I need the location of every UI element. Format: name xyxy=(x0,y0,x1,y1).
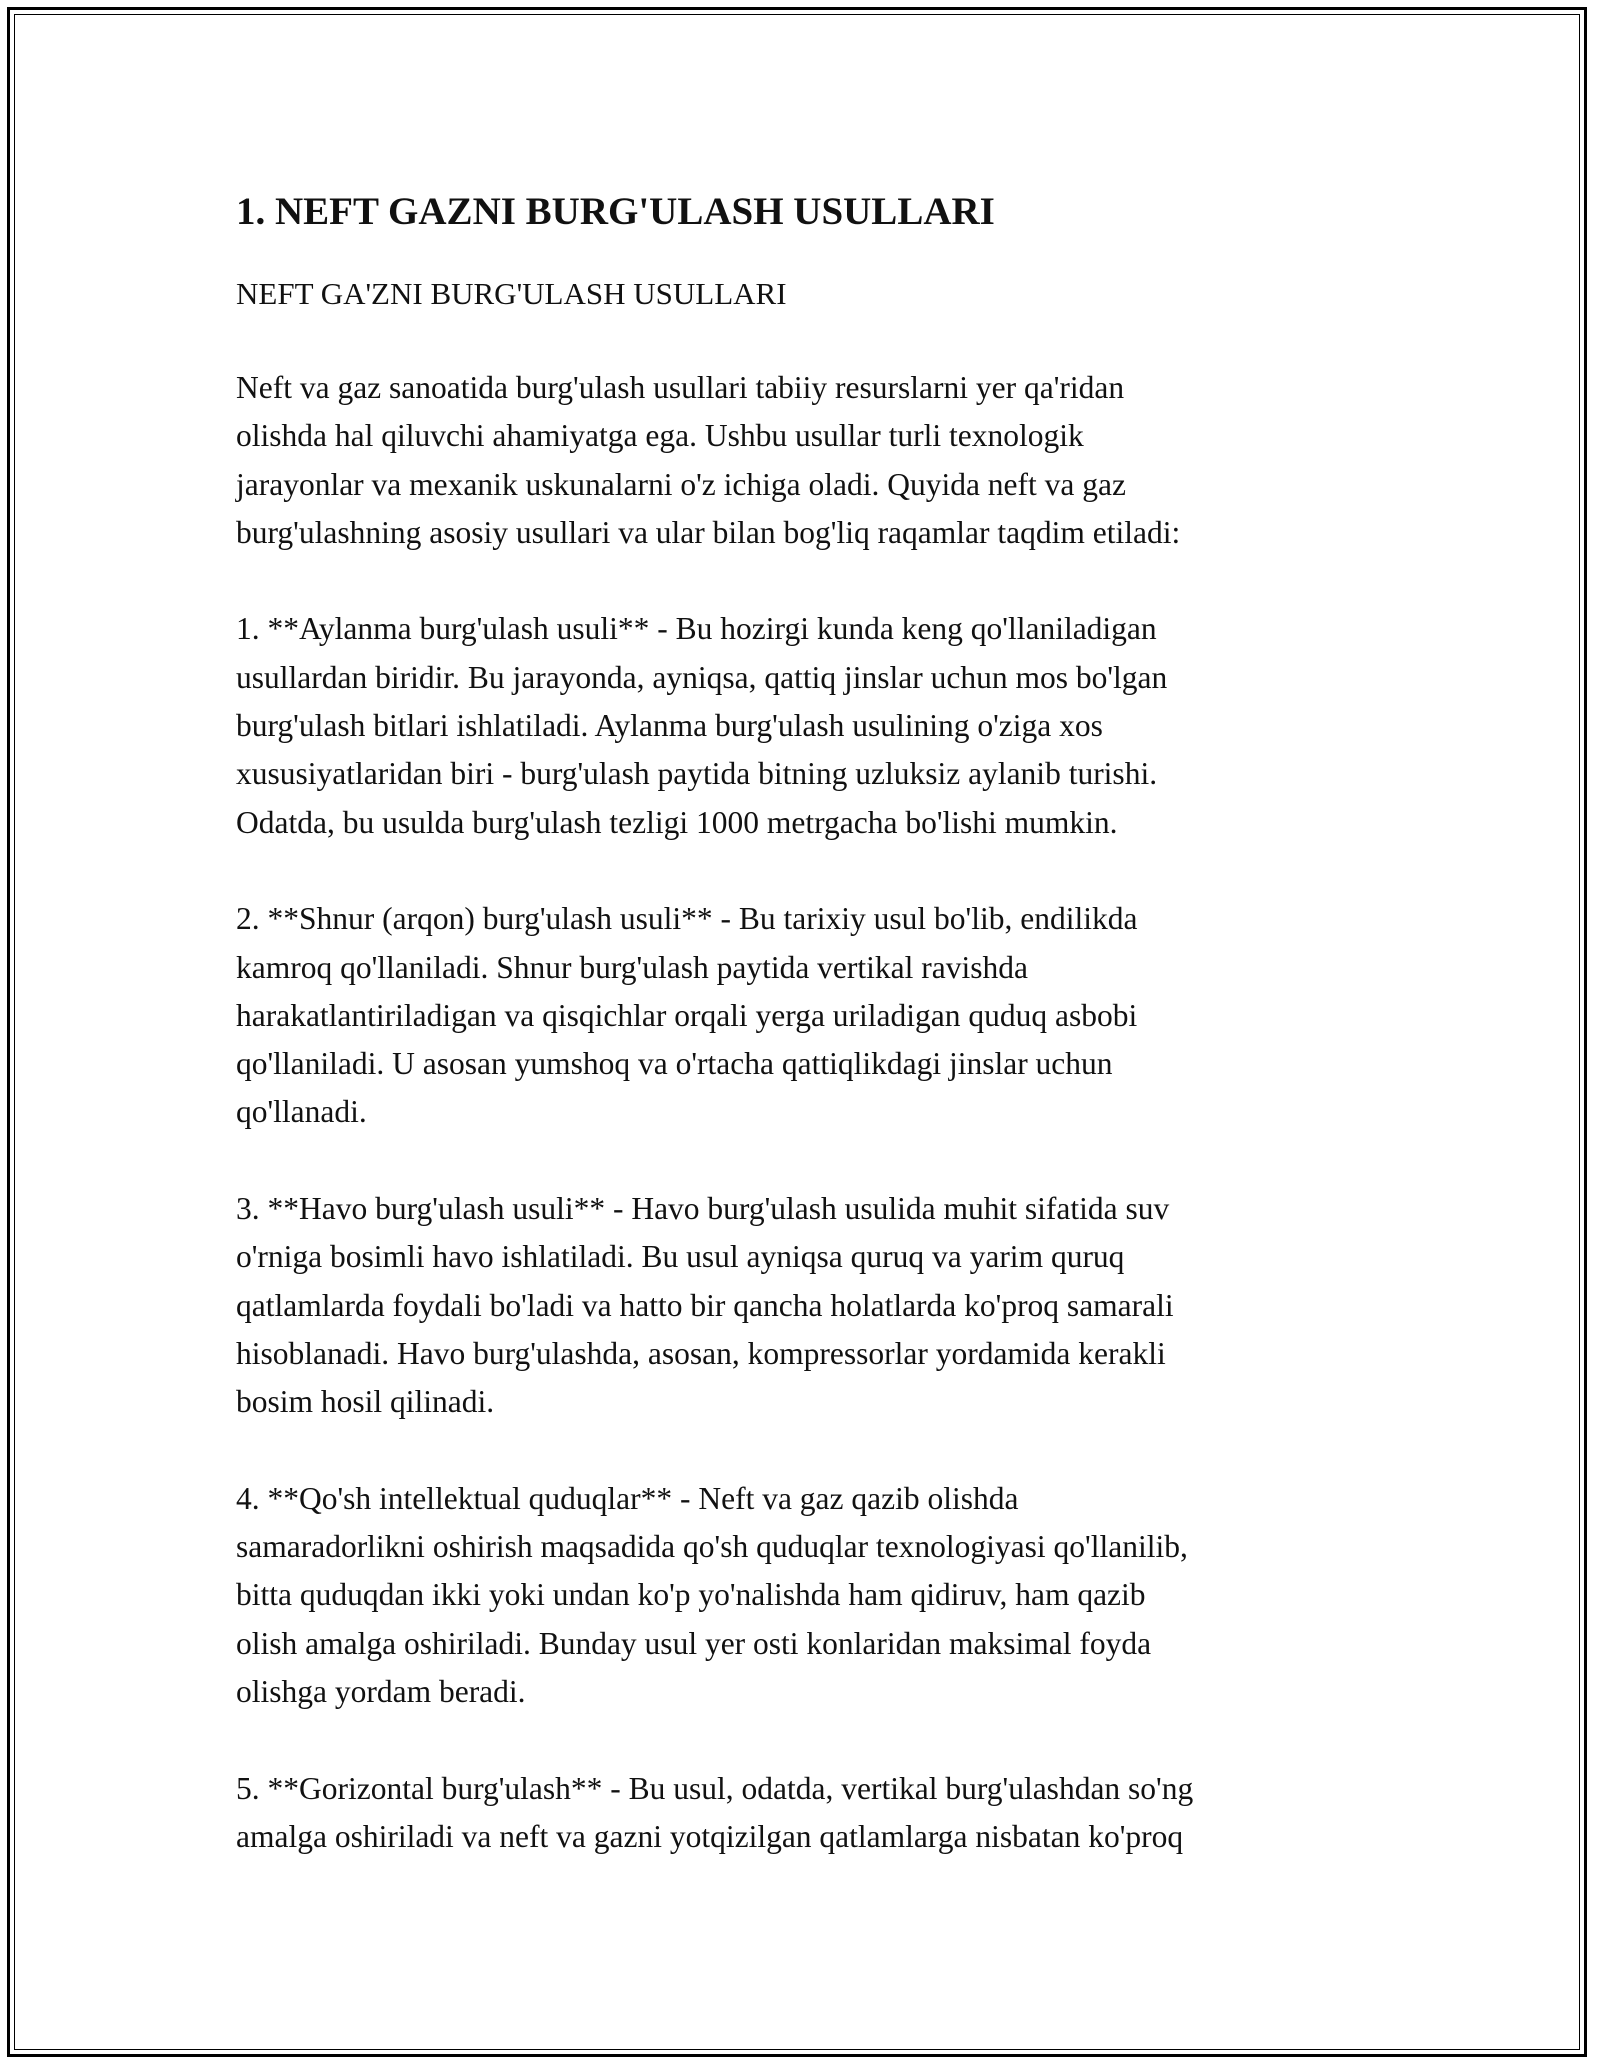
document-body xyxy=(236,186,1376,1910)
document-subtitle: NEFT GA'ZNI BURG'ULASH USULLARI xyxy=(236,276,787,311)
document-title: 1. NEFT GAZNI BURG'ULASH USULLARI xyxy=(236,190,995,233)
paragraph-rotary-drilling: 1. **Aylanma burg'ulash usuli** - Bu hozirgi kunda keng qo'llaniladigan usullardan biridir. Bu jarayonda, ayniqsa, qattiq jinslar uchun mos bo'lgan burg'ulash bitlari ishlatiladi. Aylanma burg'ulash usulining o'ziga xos xususiyatlaridan biri - burg'ulash paytida bitning uzluksiz aylanib turishi. Odatda, bu usulda burg'ulash tezligi 1000 metrgacha bo'lishi mumkin. xyxy=(236,611,1168,840)
paragraph-air-drilling: 3. **Havo burg'ulash usuli** - Havo burg'ulash usulida muhit sifatida suv o'rniga bosimli havo ishlatiladi. Bu usul ayniqsa quruq va yarim quruq qatlamlarda foydali bo'ladi va hatto bir qancha holatlarda ko'proq samarali hisoblanadi. Havo burg'ulashda, asosan, kompressorlar yordamida kerakli bosim hosil qilinadi. xyxy=(236,1191,1174,1420)
paragraph-cable-drilling: 2. **Shnur (arqon) burg'ulash usuli** - Bu tarixiy usul bo'lib, endilikda kamroq qo'llaniladi. Shnur burg'ulash paytida vertikal ravishda harakatlantiriladigan va qisqichlar orqali yerga uriladigan quduq asbobi qo'llaniladi. U asosan yumshoq va o'rtacha qattiqlikdagi jinslar uchun qo'llanadi. xyxy=(236,901,1138,1130)
intro-paragraph: Neft va gaz sanoatida burg'ulash usullari tabiiy resurslarni yer qa'ridan olishda hal qiluvchi ahamiyatga ega. Ushbu usullar turli texnologik jarayonlar va mexanik uskunalarni o'z ichiga oladi. Quyida neft va gaz burg'ulashning asosiy usullari va ular bilan bog'liq raqamlar taqdim etiladi: xyxy=(236,370,1181,550)
paragraph-dual-wells: 4. **Qo'sh intellektual quduqlar** - Neft va gaz qazib olishda samaradorlikni oshirish maqsadida qo'sh quduqlar texnologiyasi qo'llanilib, bitta quduqdan ikki yoki undan ko'p yo'nalishda ham qidiruv, ham qazib olish amalga oshiriladi. Bunday usul yer osti konlaridan maksimal foyda olishga yordam beradi. xyxy=(236,1480,1188,1710)
paragraph-horizontal-drilling: 5. **Gorizontal burg'ulash** - Bu usul, odatda, vertikal burg'ulashdan so'ng amalga oshiriladi va neft va gazni yotqizilgan qatlamlarga nisbatan ko'proq xyxy=(236,1770,1194,1854)
